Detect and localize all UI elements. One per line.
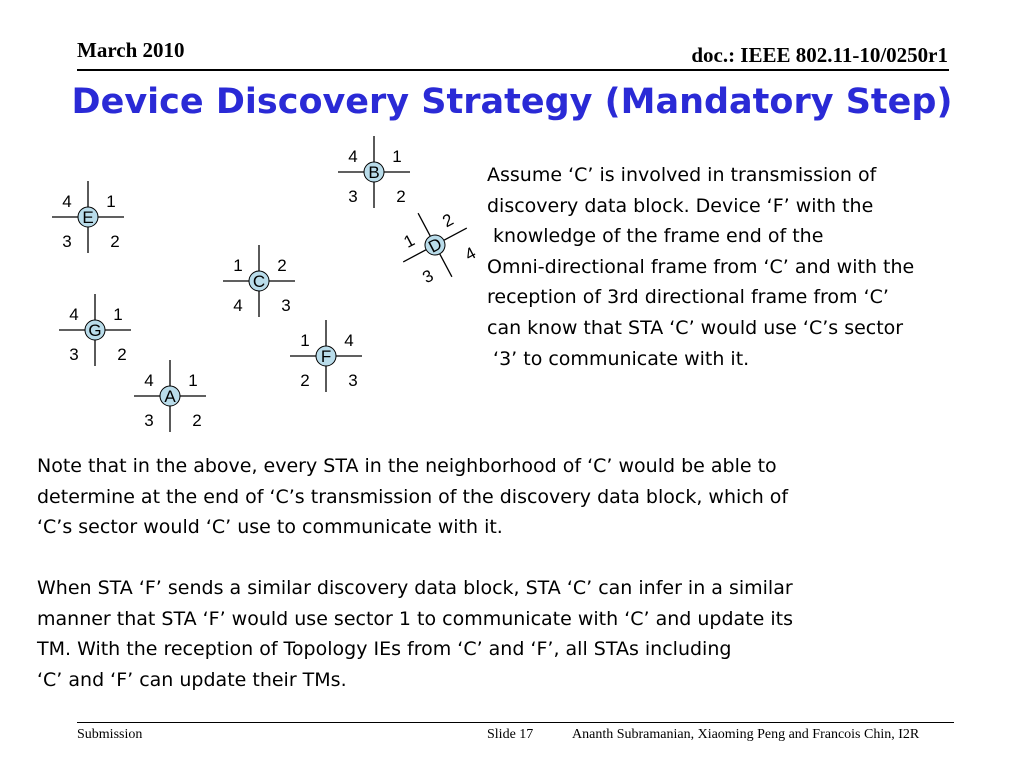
- text-line: knowledge of the frame end of the: [487, 225, 824, 248]
- sector-number: 1: [392, 147, 402, 166]
- sector-number: 3: [69, 345, 79, 364]
- sector-number: 3: [419, 265, 437, 288]
- sector-number: 1: [400, 230, 418, 252]
- sta-node-label: E: [82, 208, 94, 227]
- sector-number: 4: [461, 243, 479, 265]
- sector-number: 1: [106, 192, 116, 211]
- footer-slide-number: Slide 17: [487, 727, 534, 742]
- sector-number: 3: [348, 187, 358, 206]
- header-doc-id: doc.: IEEE 802.11-10/0250r1: [691, 43, 948, 67]
- text-line: manner that STA ‘F’ would use sector 1 to communicate with ‘C’ and update its: [37, 607, 793, 630]
- sta-node-label: B: [368, 163, 380, 182]
- sector-number: 4: [348, 147, 358, 166]
- sector-number: 2: [110, 232, 120, 251]
- text-line: can know that STA ‘C’ would use ‘C’s sector: [487, 316, 904, 339]
- sector-number: 4: [62, 192, 72, 211]
- sector-number: 4: [233, 296, 243, 315]
- sta-node-e: [52, 181, 124, 253]
- sector-number: 4: [344, 331, 354, 350]
- sta-node-a: [134, 360, 206, 432]
- text-line: determine at the end of ‘C’s transmission of the discovery data block, which of: [37, 485, 789, 508]
- text-line: discovery data block. Device ‘F’ with the: [487, 194, 874, 217]
- footer-submission: Submission: [77, 727, 143, 742]
- page-title: Device Discovery Strategy (Mandatory Step): [71, 82, 953, 122]
- sector-number: 4: [144, 371, 154, 390]
- sector-number: 3: [144, 411, 154, 430]
- sector-number: 3: [281, 296, 291, 315]
- paragraph-note: [37, 451, 788, 543]
- sector-number: 4: [69, 305, 79, 324]
- sector-number: 2: [277, 256, 287, 275]
- header-date: March 2010: [77, 38, 185, 62]
- text-line: ‘3’ to communicate with it.: [487, 347, 750, 370]
- text-line: ‘C’s sector would ‘C’ use to communicate with it.: [37, 516, 503, 539]
- footer-rule: [77, 722, 954, 723]
- paragraph-assume: [487, 160, 914, 374]
- sector-number: 1: [300, 331, 310, 350]
- sector-number: 3: [348, 371, 358, 390]
- footer-authors: Ananth Subramanian, Xiaoming Peng and Francois Chin, I2R: [572, 727, 920, 742]
- text-line: reception of 3rd directional frame from ‘C’: [487, 286, 889, 309]
- text-line: Note that in the above, every STA in the neighborhood of ‘C’ would be able to: [37, 455, 777, 477]
- sta-node-label: C: [252, 272, 266, 291]
- sta-node-f: [290, 320, 362, 392]
- paragraph-when: [37, 573, 793, 695]
- text-line: Assume ‘C’ is involved in transmission of: [487, 164, 877, 186]
- sector-number: 1: [113, 305, 123, 324]
- sector-number: 1: [233, 256, 243, 275]
- text-line: When STA ‘F’ sends a similar discovery data block, STA ‘C’ can infer in a similar: [37, 577, 793, 599]
- sta-node-label: G: [88, 321, 102, 340]
- sta-node-label: A: [164, 387, 176, 406]
- sector-number: 1: [188, 371, 198, 390]
- sta-node-c: [223, 245, 295, 317]
- sta-node-d: [386, 196, 483, 293]
- sta-node-label: F: [320, 347, 332, 366]
- sector-number: 2: [300, 371, 310, 390]
- sector-number: 2: [192, 411, 202, 430]
- text-line: TM. With the reception of Topology IEs from ‘C’ and ‘F’, all STAs including: [37, 638, 732, 661]
- sta-node-label: D: [425, 234, 446, 257]
- sta-node-g: [59, 294, 131, 366]
- sector-number: 2: [439, 209, 457, 232]
- text-line: ‘C’ and ‘F’ can update their TMs.: [37, 668, 347, 691]
- text-line: Omni-directional frame from ‘C’ and with the: [487, 255, 915, 278]
- sta-node-b: [338, 136, 410, 208]
- sector-number: 2: [117, 345, 127, 364]
- sector-number: 2: [396, 187, 406, 206]
- sector-number: 3: [62, 232, 72, 251]
